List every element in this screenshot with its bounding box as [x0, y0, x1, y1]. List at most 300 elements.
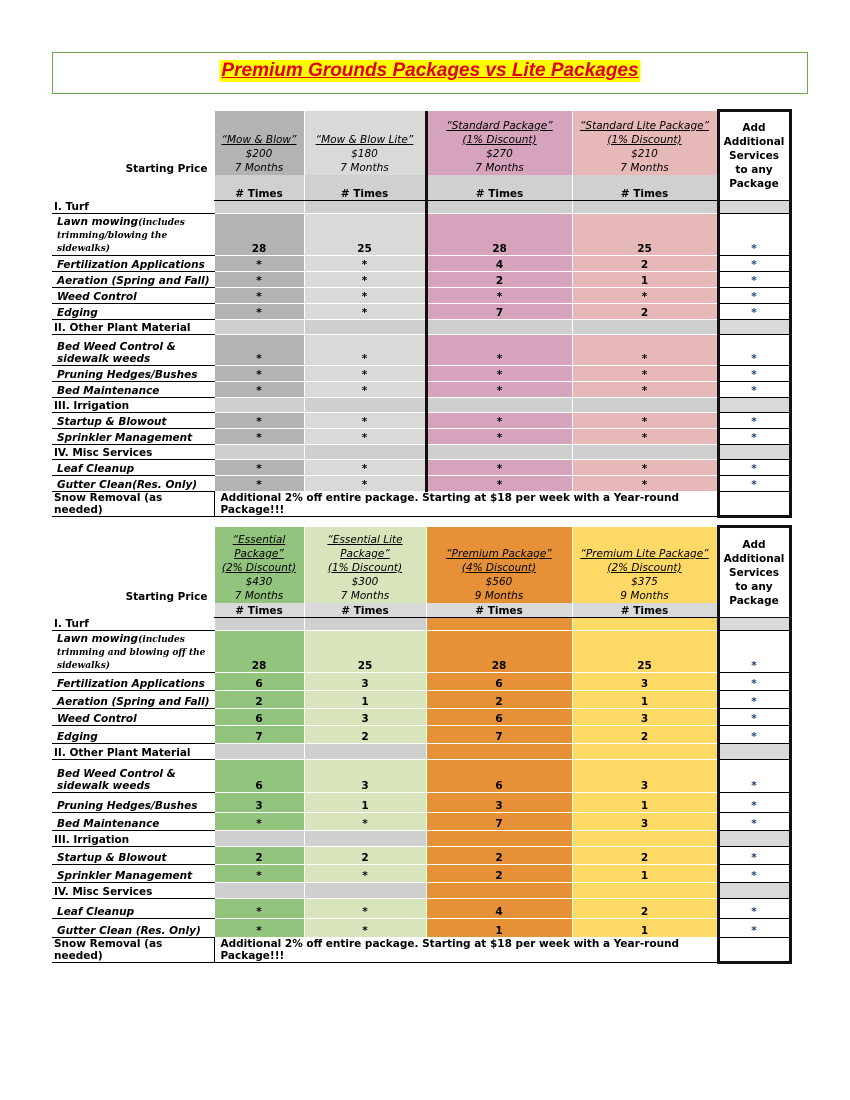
add-service-mark: * [718, 459, 790, 475]
table-row [52, 334, 790, 365]
package-4-value: * [572, 365, 718, 381]
service-label: Bed Maintenance [57, 384, 160, 397]
table-row [52, 759, 790, 792]
section-fill [572, 882, 718, 898]
package-2-value: * [304, 864, 426, 882]
package-4-value: 25 [572, 213, 718, 255]
package-4-value: * [572, 381, 718, 397]
table-row [52, 898, 790, 918]
package-2-value: * [304, 255, 426, 271]
service-label: Sprinkler Management [57, 869, 193, 882]
package-3-value: 6 [426, 672, 572, 690]
package-3-value: 28 [426, 213, 572, 255]
package-2-value: * [304, 287, 426, 303]
package-table-2 [52, 525, 792, 964]
package-4-value: 1 [572, 271, 718, 287]
section-fill [426, 201, 572, 214]
package-3-value: * [426, 459, 572, 475]
add-service-mark: * [718, 428, 790, 444]
section-fill [572, 618, 718, 631]
package-2-value: * [304, 412, 426, 428]
package-4-value: 3 [572, 672, 718, 690]
package-3-value: * [426, 475, 572, 491]
service-leaf-cleanup [52, 898, 214, 918]
service-leaf-cleanup [52, 459, 214, 475]
starting-price-label: Starting Price [52, 527, 214, 603]
service-pruning-hedges-bushes [52, 792, 214, 812]
package-1-value: * [214, 428, 304, 444]
package-2-value: * [304, 918, 426, 937]
section-fill [426, 882, 572, 898]
add-service-mark: * [718, 381, 790, 397]
section-row [52, 882, 790, 898]
snow-row [52, 937, 790, 962]
section-fill [426, 319, 572, 334]
package-4-value: * [572, 475, 718, 491]
service-label: Leaf Cleanup [57, 462, 135, 475]
add-section-fill [718, 618, 790, 631]
package-2-value: * [304, 898, 426, 918]
package-discount: (2% Discount) [221, 561, 297, 574]
table-row [52, 725, 790, 743]
package-duration: 7 Months [340, 161, 389, 174]
section-fill [304, 319, 426, 334]
package-header-1 [214, 527, 304, 603]
package-price: $430 [245, 575, 273, 588]
title-box [52, 52, 808, 94]
header-row [52, 111, 790, 175]
add-service-mark: * [718, 690, 790, 708]
package-2-value: 1 [304, 792, 426, 812]
service-aeration-spring-and-fall [52, 271, 214, 287]
add-service-mark: * [718, 475, 790, 491]
package-3-value: * [426, 381, 572, 397]
package-2-value: * [304, 459, 426, 475]
section-fill [214, 319, 304, 334]
package-1-value: 2 [214, 846, 304, 864]
service-label: Gutter Clean(Res. Only) [57, 478, 198, 491]
package-table-1 [52, 109, 792, 518]
section-fill [214, 882, 304, 898]
service-label: Lawn mowing [57, 632, 139, 645]
package-4-value: * [572, 287, 718, 303]
package-3-value: 7 [426, 303, 572, 319]
section-fill [572, 743, 718, 759]
package-4-value: 1 [572, 864, 718, 882]
package-price: $200 [245, 147, 273, 160]
package-3-value: * [426, 365, 572, 381]
section-fill [572, 444, 718, 459]
service-label: Startup & Blowout [57, 851, 167, 864]
package-3-value: 4 [426, 255, 572, 271]
package-3-value: 6 [426, 708, 572, 725]
service-bed-maintenance [52, 812, 214, 830]
add-section-fill [718, 397, 790, 412]
table-row [52, 428, 790, 444]
times-row-spacer [52, 603, 214, 618]
table-row [52, 365, 790, 381]
table-row [52, 918, 790, 937]
package-4-value: 1 [572, 792, 718, 812]
package-1-value: 3 [214, 792, 304, 812]
package-2-value: * [304, 475, 426, 491]
service-fertilization-applications [52, 255, 214, 271]
service-bed-weed-control-sidewalk-weeds [52, 759, 214, 792]
package-2-value: * [304, 428, 426, 444]
package-2-value: 1 [304, 690, 426, 708]
section-row [52, 743, 790, 759]
section-fill [304, 444, 426, 459]
package-4-value: 1 [572, 690, 718, 708]
service-aeration-spring-and-fall [52, 690, 214, 708]
snow-removal-text: Additional 2% off entire package. Starting at $18 per week with a Year-round Package!!! [214, 937, 718, 962]
add-section-fill [718, 743, 790, 759]
table-row [52, 213, 790, 255]
section-row [52, 618, 790, 631]
package-3-value: 4 [426, 898, 572, 918]
package-1-value: 6 [214, 708, 304, 725]
service-label: Leaf Cleanup [57, 905, 135, 918]
package-1-value: * [214, 918, 304, 937]
section-fill [304, 830, 426, 846]
times-row-spacer [52, 175, 214, 201]
add-service-mark: * [718, 630, 790, 672]
package-1-value: * [214, 271, 304, 287]
section-row [52, 201, 790, 214]
package-4-value: * [572, 459, 718, 475]
times-label: # Times [426, 175, 572, 201]
table-row [52, 255, 790, 271]
service-weed-control [52, 708, 214, 725]
package-3-value: * [426, 428, 572, 444]
package-4-value: 1 [572, 918, 718, 937]
section-ii-other-plant-material: II. Other Plant Material [52, 319, 214, 334]
service-label: Edging [57, 306, 98, 319]
times-label: # Times [572, 175, 718, 201]
package-2-value: 3 [304, 672, 426, 690]
add-services-header: Add Additional Services to any Package [718, 527, 790, 618]
package-1-value: 28 [214, 213, 304, 255]
package-price: $375 [631, 575, 658, 588]
package-1-value: 7 [214, 725, 304, 743]
table-row [52, 459, 790, 475]
add-section-fill [718, 201, 790, 214]
package-name: “Mow & Blow Lite” [315, 133, 414, 146]
package-duration: 7 Months [234, 161, 284, 174]
table-row [52, 303, 790, 319]
package-name: “Essential Package” [232, 533, 286, 560]
table-row [52, 672, 790, 690]
add-service-mark: * [718, 759, 790, 792]
package-price: $210 [631, 147, 658, 160]
service-label: Pruning Hedges/Bushes [57, 368, 198, 381]
service-label: Weed Control [57, 712, 137, 725]
service-gutter-clean-res-only [52, 918, 214, 937]
section-fill [572, 319, 718, 334]
package-duration: 7 Months [234, 589, 284, 602]
package-1-value: * [214, 303, 304, 319]
times-row [52, 175, 790, 201]
package-name: “Mow & Blow” [221, 133, 297, 146]
snow-removal-label: Snow Removal (as needed) [52, 937, 214, 962]
package-1-value: 6 [214, 672, 304, 690]
package-1-value: * [214, 287, 304, 303]
package-3-value: 7 [426, 812, 572, 830]
add-service-mark: * [718, 287, 790, 303]
package-header-4 [572, 527, 718, 603]
times-label: # Times [572, 603, 718, 618]
package-name: “Premium Lite Package” [580, 547, 709, 560]
section-fill [304, 743, 426, 759]
section-fill [426, 618, 572, 631]
package-4-value: 3 [572, 708, 718, 725]
package-1-value: * [214, 255, 304, 271]
package-4-value: 2 [572, 846, 718, 864]
add-service-mark: * [718, 898, 790, 918]
package-2-value: * [304, 303, 426, 319]
package-2-value: 3 [304, 708, 426, 725]
package-2-value: 3 [304, 759, 426, 792]
package-3-value: 3 [426, 792, 572, 812]
package-4-value: 3 [572, 812, 718, 830]
service-label: Bed Maintenance [57, 817, 160, 830]
section-fill [214, 397, 304, 412]
section-iv-misc-services: IV. Misc Services [52, 444, 214, 459]
package-1-value: * [214, 365, 304, 381]
package-header-3 [426, 111, 572, 175]
package-name: “Premium Package” [446, 547, 552, 560]
snow-add-cell [718, 491, 790, 516]
package-1-value: * [214, 864, 304, 882]
package-2-value: * [304, 334, 426, 365]
section-fill [304, 201, 426, 214]
package-1-value: 6 [214, 759, 304, 792]
package-2-value: * [304, 812, 426, 830]
package-3-value: 1 [426, 918, 572, 937]
package-header-2 [304, 527, 426, 603]
section-fill [304, 882, 426, 898]
service-pruning-hedges-bushes [52, 365, 214, 381]
service-startup-blowout [52, 412, 214, 428]
package-discount: (1% Discount) [327, 561, 403, 574]
package-3-value: 28 [426, 630, 572, 672]
package-4-value: * [572, 428, 718, 444]
times-label: # Times [214, 175, 304, 201]
service-lawn-mowing [52, 213, 214, 255]
table-row [52, 690, 790, 708]
add-service-mark: * [718, 846, 790, 864]
section-fill [572, 830, 718, 846]
add-service-mark: * [718, 213, 790, 255]
section-fill [572, 397, 718, 412]
table-row [52, 812, 790, 830]
add-service-mark: * [718, 303, 790, 319]
add-service-mark: * [718, 271, 790, 287]
add-services-header: Add Additional Services to any Package [718, 111, 790, 201]
package-1-value: * [214, 459, 304, 475]
section-fill [426, 444, 572, 459]
package-2-value: 2 [304, 846, 426, 864]
add-service-mark: * [718, 412, 790, 428]
times-label: # Times [304, 603, 426, 618]
service-weed-control [52, 287, 214, 303]
section-iii-irrigation: III. Irrigation [52, 397, 214, 412]
snow-removal-text: Additional 2% off entire package. Starting at $18 per week with a Year-round Package!!! [214, 491, 718, 516]
table-row [52, 630, 790, 672]
package-4-value: * [572, 334, 718, 365]
add-service-mark: * [718, 812, 790, 830]
package-price: $300 [351, 575, 379, 588]
service-note: (includes trimming/blowing the sidewalks) [57, 217, 185, 254]
package-3-value: 2 [426, 271, 572, 287]
package-header-4 [572, 111, 718, 175]
package-2-value: * [304, 381, 426, 397]
package-1-value: * [214, 412, 304, 428]
package-3-value: * [426, 334, 572, 365]
package-3-value: 7 [426, 725, 572, 743]
service-label: Aeration (Spring and Fall) [57, 695, 210, 708]
add-section-fill [718, 444, 790, 459]
section-fill [426, 830, 572, 846]
service-label: Gutter Clean (Res. Only) [57, 924, 201, 937]
section-fill [214, 618, 304, 631]
section-fill [214, 444, 304, 459]
table-row [52, 708, 790, 725]
package-3-value: 2 [426, 690, 572, 708]
package-1-value: 28 [214, 630, 304, 672]
package-duration: 9 Months [474, 589, 524, 602]
package-1-value: * [214, 812, 304, 830]
package-name: “Essential Lite Package” [327, 533, 403, 560]
table-row [52, 864, 790, 882]
package-2-value: 2 [304, 725, 426, 743]
section-fill [572, 201, 718, 214]
add-service-mark: * [718, 918, 790, 937]
package-4-value: 2 [572, 725, 718, 743]
package-duration: 7 Months [620, 161, 669, 174]
section-iii-irrigation: III. Irrigation [52, 830, 214, 846]
section-ii-other-plant-material: II. Other Plant Material [52, 743, 214, 759]
package-3-value: * [426, 412, 572, 428]
add-service-mark: * [718, 365, 790, 381]
times-label: # Times [426, 603, 572, 618]
package-header-1 [214, 111, 304, 175]
table-row [52, 287, 790, 303]
add-service-mark: * [718, 792, 790, 812]
service-label: Edging [57, 730, 98, 743]
package-header-2 [304, 111, 426, 175]
section-i-turf: I. Turf [52, 618, 214, 631]
add-section-fill [718, 319, 790, 334]
package-1-value: * [214, 334, 304, 365]
package-3-value: 6 [426, 759, 572, 792]
service-label: Startup & Blowout [57, 415, 167, 428]
section-row [52, 319, 790, 334]
service-label: Weed Control [57, 290, 137, 303]
service-edging [52, 303, 214, 319]
times-label: # Times [214, 603, 304, 618]
section-fill [426, 743, 572, 759]
package-1-value: * [214, 381, 304, 397]
section-row [52, 830, 790, 846]
service-sprinkler-management [52, 864, 214, 882]
package-1-value: * [214, 898, 304, 918]
starting-price-label: Starting Price [52, 111, 214, 175]
service-label: Bed Weed Control & sidewalk weeds [57, 767, 176, 792]
section-fill [304, 618, 426, 631]
package-1-value: * [214, 475, 304, 491]
package-discount: (2% Discount) [607, 561, 682, 574]
service-edging [52, 725, 214, 743]
service-label: Fertilization Applications [57, 258, 205, 271]
section-row [52, 397, 790, 412]
service-label: Aeration (Spring and Fall) [57, 274, 210, 287]
package-header-3 [426, 527, 572, 603]
table-row [52, 381, 790, 397]
package-discount: (4% Discount) [461, 561, 537, 574]
add-service-mark: * [718, 672, 790, 690]
table-row [52, 846, 790, 864]
section-fill [214, 743, 304, 759]
add-service-mark: * [718, 725, 790, 743]
package-price: $560 [485, 575, 513, 588]
section-fill [426, 397, 572, 412]
package-name: “Standard Package” [446, 119, 553, 132]
package-3-value: * [426, 287, 572, 303]
package-2-value: 25 [304, 213, 426, 255]
package-4-value: 3 [572, 759, 718, 792]
service-bed-maintenance [52, 381, 214, 397]
package-duration: 7 Months [475, 161, 524, 174]
section-row [52, 444, 790, 459]
section-fill [214, 201, 304, 214]
package-name: “Standard Lite Package” [579, 119, 710, 132]
snow-add-cell [718, 937, 790, 962]
package-1-value: 2 [214, 690, 304, 708]
package-discount: (1% Discount) [462, 133, 537, 146]
times-label: # Times [304, 175, 426, 201]
service-sprinkler-management [52, 428, 214, 444]
snow-removal-label: Snow Removal (as needed) [52, 491, 214, 516]
add-service-mark: * [718, 864, 790, 882]
add-section-fill [718, 882, 790, 898]
service-label: Bed Weed Control & sidewalk weeds [57, 340, 176, 365]
section-fill [304, 397, 426, 412]
package-4-value: 2 [572, 255, 718, 271]
package-duration: 7 Months [340, 589, 390, 602]
table-row [52, 271, 790, 287]
package-3-value: 2 [426, 864, 572, 882]
package-2-value: * [304, 365, 426, 381]
service-startup-blowout [52, 846, 214, 864]
service-label: Pruning Hedges/Bushes [57, 799, 198, 812]
section-fill [214, 830, 304, 846]
service-label: Lawn mowing [57, 215, 139, 228]
table-row [52, 792, 790, 812]
package-2-value: * [304, 271, 426, 287]
package-2-value: 25 [304, 630, 426, 672]
section-i-turf: I. Turf [52, 201, 214, 214]
page-title: Premium Grounds Packages vs Lite Packages [221, 60, 639, 81]
package-3-value: 2 [426, 846, 572, 864]
table-row [52, 412, 790, 428]
service-bed-weed-control-sidewalk-weeds [52, 334, 214, 365]
package-discount: (1% Discount) [607, 133, 682, 146]
package-price: $180 [351, 147, 378, 160]
package-duration: 9 Months [620, 589, 669, 602]
service-note: (includes trimming and blowing off the sidewalks) [57, 634, 206, 671]
header-row [52, 527, 790, 603]
